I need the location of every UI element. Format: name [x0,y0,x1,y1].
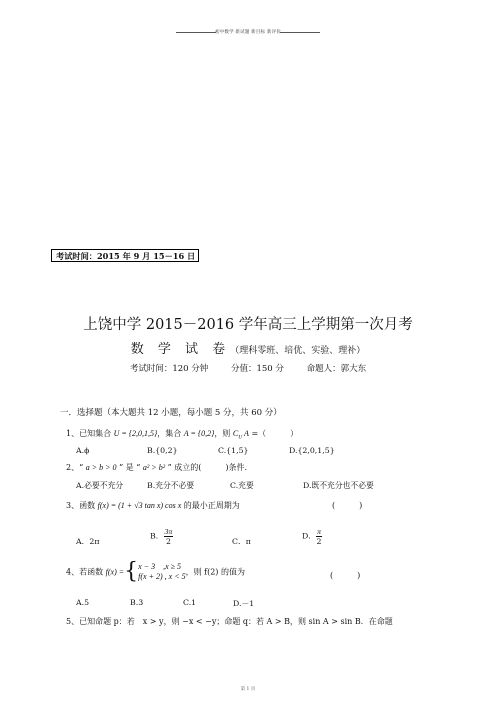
q1-option-d: D.{2,0,1,5} [289,446,335,455]
question-4 [66,559,245,584]
q1-set-a: A = {0,2} [183,429,215,438]
header-text: 初中数学 新试题 新目标 新评价 [215,30,281,35]
q3-option-c: C．π [232,537,251,546]
q4-option-b: B.3 [130,598,144,607]
q2-condition-1: a > b > 0 [85,463,117,472]
subtitle-note: （理科零班、培优、实验、理补） [230,346,366,356]
exam-time-box: 考试时间：2015 年 9 月 15－16 日 [51,249,199,262]
q4-tail: ，则 f(2) 的值为 [185,567,245,577]
q2-option-a: A.必要不充分 [76,481,124,490]
q3-option-d [302,527,322,546]
q1-set-u: U = {2,0,1,5} [113,429,158,438]
q1-complement-sub: U [238,434,243,441]
question-1 [66,428,298,441]
q4-case-1: x − 3 ,x ≥ 5 [138,562,182,571]
exam-info [0,362,496,374]
exam-score: 分值：150 分 [230,364,284,374]
q1-complement: C [232,429,239,438]
q1-tail: =（ ） [248,429,299,438]
q3-option-b [150,527,173,546]
q2-text-b: ” 是 “ [116,463,143,472]
q1-option-a: A.ϕ [76,446,90,455]
q3-option-d-label: D． [302,531,317,541]
q3-text: 3、函数 [66,501,98,510]
q3-option-d-num: π [317,527,321,536]
q4-option-c: C.1 [183,598,197,607]
q1-option-c: C.{1,5} [218,446,249,455]
question-2 [66,462,247,473]
q1-mid2: ，则 [214,429,233,438]
page-title: 上饶中学 2015－2016 学年高三上学期第一次月考 [83,317,413,333]
q3-answer-paren: ( ) [332,501,363,510]
q1-mid1: ，集合 [157,429,184,438]
q3-option-b-den: 2 [165,537,171,546]
question-3 [66,500,240,511]
exam-author: 命题人：郭大东 [306,364,367,374]
q4-case-2: f(x + 2) , x < 5 [138,572,186,581]
q1-set-a2: A [242,429,249,438]
q3-tail: 的最小正周期为 [181,501,240,510]
exam-duration: 考试时间：120 分钟 [129,364,209,374]
q3-option-b-fraction [164,527,174,546]
q2-option-d: D.既不充分也不必要 [303,481,374,490]
q4-cases [138,562,185,582]
subtitle [0,338,496,357]
q4-option-d: D.－1 [233,599,255,608]
q4-option-a: A.5 [76,598,90,607]
subtitle-main: 数 学 试 卷 [130,342,231,357]
q3-option-b-num: 3π [164,527,173,536]
section-heading: 一．选择题（本大题共 12 小题，每小题 5 分，共 60 分） [60,408,282,418]
q2-condition-2: a² > b² [142,463,166,472]
q4-answer-paren: ( ) [330,571,361,580]
q1-option-b: B.{0,2} [147,446,178,455]
q3-function: f(x) = (1 + √3 tan x) cos x [97,501,182,510]
q3-option-d-den: 2 [316,537,322,546]
q1-prefix: 1、已知集合 [66,429,114,438]
q2-text-c: ” 成立的( )条件. [165,463,248,472]
question-5: 5、已知命题 p：若 x > y，则 −x < −y；命题 q：若 A > B，则 sin A > sin B．在命题 [66,617,393,626]
q4-brace: { [124,559,139,584]
q4-fx: f(x) = [105,567,125,577]
q4-prefix: 4、若函数 [66,567,106,577]
q2-option-b: B.充分不必要 [147,481,195,490]
q2-option-c: C.充要 [230,481,254,490]
page-number: 第 1 页 [240,687,256,692]
q3-option-b-label: B． [150,531,164,541]
q3-option-d-fraction [316,527,322,546]
q3-option-a: A．2π [76,537,100,546]
q2-text-a: 2、“ [66,463,86,472]
